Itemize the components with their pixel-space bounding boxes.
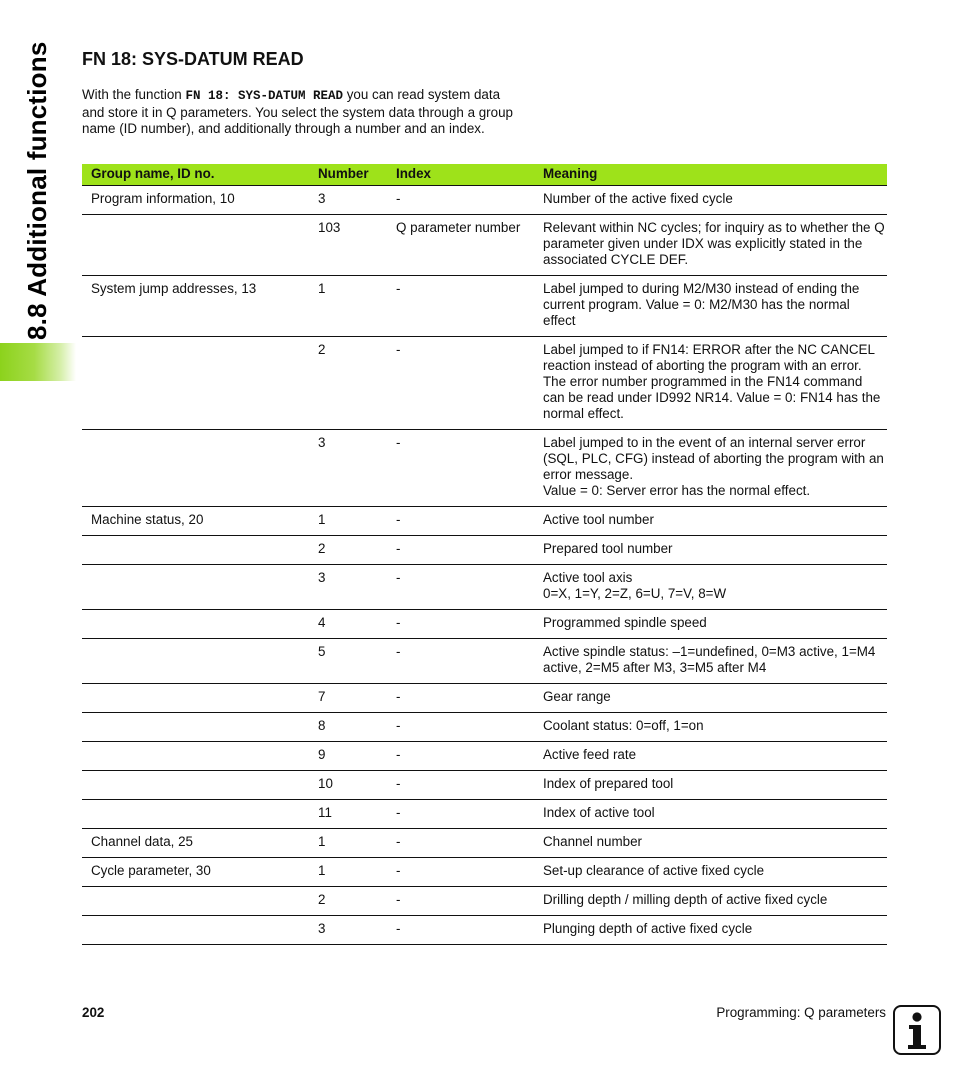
cell-meaning: Prepared tool number	[535, 536, 887, 565]
cell-meaning: Number of the active fixed cycle	[535, 186, 887, 215]
page-content	[82, 48, 887, 936]
cell-number: 4	[310, 610, 388, 639]
cell-meaning: Active tool axis 0=X, 1=Y, 2=Z, 6=U, 7=V, 8=W	[535, 565, 887, 610]
cell-group-name	[82, 565, 310, 610]
page-heading: FN 18: SYS-DATUM READ	[82, 49, 304, 69]
header-index: Index	[388, 164, 535, 186]
cell-index: -	[388, 742, 535, 771]
cell-index: Q parameter number	[388, 215, 535, 276]
header-number: Number	[310, 164, 388, 186]
cell-group-name	[82, 887, 310, 916]
table-row	[82, 215, 887, 276]
cell-index: -	[388, 858, 535, 887]
cell-group-name	[82, 771, 310, 800]
cell-meaning: Index of prepared tool	[535, 771, 887, 800]
cell-number: 2	[310, 536, 388, 565]
cell-number: 3	[310, 916, 388, 945]
table-row	[82, 337, 887, 430]
cell-index: -	[388, 829, 535, 858]
cell-meaning: Active tool number	[535, 507, 887, 536]
cell-number: 2	[310, 337, 388, 430]
table-row	[82, 684, 887, 713]
cell-meaning: Label jumped to during M2/M30 instead of ending the current program. Value = 0: M2/M30 has the normal effect	[535, 276, 887, 337]
cell-group-name	[82, 742, 310, 771]
cell-index: -	[388, 771, 535, 800]
cell-group-name	[82, 536, 310, 565]
cell-index: -	[388, 536, 535, 565]
header-group-name: Group name, ID no.	[82, 164, 310, 186]
cell-index: -	[388, 610, 535, 639]
table-header-row	[82, 164, 887, 186]
section-title: 8.8 Additional functions	[22, 41, 52, 340]
cell-index: -	[388, 639, 535, 684]
cell-meaning: Coolant status: 0=off, 1=on	[535, 713, 887, 742]
table-row	[82, 713, 887, 742]
cell-index: -	[388, 186, 535, 215]
cell-index: -	[388, 276, 535, 337]
cell-number: 3	[310, 186, 388, 215]
cell-group-name: Machine status, 20	[82, 507, 310, 536]
table-row	[82, 771, 887, 800]
system-data-table	[82, 164, 887, 945]
intro-text-before: With the function	[82, 87, 186, 102]
cell-number: 1	[310, 507, 388, 536]
cell-number: 1	[310, 858, 388, 887]
table-row	[82, 565, 887, 610]
table-row	[82, 829, 887, 858]
cell-group-name	[82, 684, 310, 713]
cell-number: 11	[310, 800, 388, 829]
cell-index: -	[388, 684, 535, 713]
cell-index: -	[388, 800, 535, 829]
footer-chapter: Programming: Q parameters	[716, 1005, 886, 1020]
cell-group-name	[82, 337, 310, 430]
intro-paragraph	[82, 87, 524, 138]
table-row	[82, 610, 887, 639]
intro-function-code: FN 18: SYS-DATUM READ	[185, 89, 343, 103]
cell-group-name	[82, 713, 310, 742]
cell-meaning: Active spindle status: –1=undefined, 0=M3 active, 1=M4 active, 2=M5 after M3, 3=M5 after M4	[535, 639, 887, 684]
table-row	[82, 887, 887, 916]
cell-number: 8	[310, 713, 388, 742]
cell-meaning: Plunging depth of active fixed cycle	[535, 916, 887, 945]
table-row	[82, 858, 887, 887]
cell-index: -	[388, 887, 535, 916]
section-side-tab	[0, 0, 76, 1091]
cell-number: 10	[310, 771, 388, 800]
cell-number: 2	[310, 887, 388, 916]
cell-index: -	[388, 430, 535, 507]
cell-number: 1	[310, 276, 388, 337]
cell-group-name	[82, 800, 310, 829]
cell-group-name	[82, 639, 310, 684]
cell-number: 7	[310, 684, 388, 713]
cell-number: 103	[310, 215, 388, 276]
table-row	[82, 536, 887, 565]
table-row	[82, 430, 887, 507]
table-row	[82, 800, 887, 829]
intro-text-after: you can read system data and store it in Q parameters. You select the system data through a group name (ID number), and additionally through a number and an index.	[82, 87, 513, 136]
cell-meaning: Programmed spindle speed	[535, 610, 887, 639]
info-icon	[893, 1005, 941, 1055]
cell-meaning: Index of active tool	[535, 800, 887, 829]
cell-group-name: Program information, 10	[82, 186, 310, 215]
table-row	[82, 639, 887, 684]
cell-meaning: Drilling depth / milling depth of active fixed cycle	[535, 887, 887, 916]
cell-index: -	[388, 565, 535, 610]
cell-meaning: Relevant within NC cycles; for inquiry as to whether the Q parameter given under IDX was explicitly stated in the associated CYCLE DEF.	[535, 215, 887, 276]
cell-meaning: Label jumped to if FN14: ERROR after the NC CANCEL reaction instead of aborting the program with an error. The error number programmed in the FN14 command can be read under ID992 NR14. Value = 0: FN14 has the normal effect.	[535, 337, 887, 430]
cell-group-name	[82, 610, 310, 639]
cell-group-name	[82, 916, 310, 945]
cell-group-name: Channel data, 25	[82, 829, 310, 858]
table-row	[82, 742, 887, 771]
table-row	[82, 186, 887, 215]
cell-meaning: Gear range	[535, 684, 887, 713]
table-row	[82, 507, 887, 536]
cell-group-name	[82, 430, 310, 507]
header-meaning: Meaning	[535, 164, 887, 186]
cell-meaning: Set-up clearance of active fixed cycle	[535, 858, 887, 887]
page-number: 202	[82, 1005, 105, 1020]
cell-group-name	[82, 215, 310, 276]
section-tab-marker	[0, 343, 76, 381]
table-row	[82, 276, 887, 337]
cell-number: 3	[310, 565, 388, 610]
table-row	[82, 916, 887, 945]
cell-number: 9	[310, 742, 388, 771]
cell-number: 1	[310, 829, 388, 858]
cell-index: -	[388, 916, 535, 945]
cell-group-name: System jump addresses, 13	[82, 276, 310, 337]
cell-meaning: Active feed rate	[535, 742, 887, 771]
cell-group-name: Cycle parameter, 30	[82, 858, 310, 887]
cell-index: -	[388, 713, 535, 742]
cell-index: -	[388, 337, 535, 430]
cell-meaning: Label jumped to in the event of an internal server error (SQL, PLC, CFG) instead of aborting the program with an error message. Value = 0: Server error has the normal effect.	[535, 430, 887, 507]
cell-number: 5	[310, 639, 388, 684]
cell-number: 3	[310, 430, 388, 507]
cell-index: -	[388, 507, 535, 536]
cell-meaning: Channel number	[535, 829, 887, 858]
table-body	[82, 186, 887, 945]
